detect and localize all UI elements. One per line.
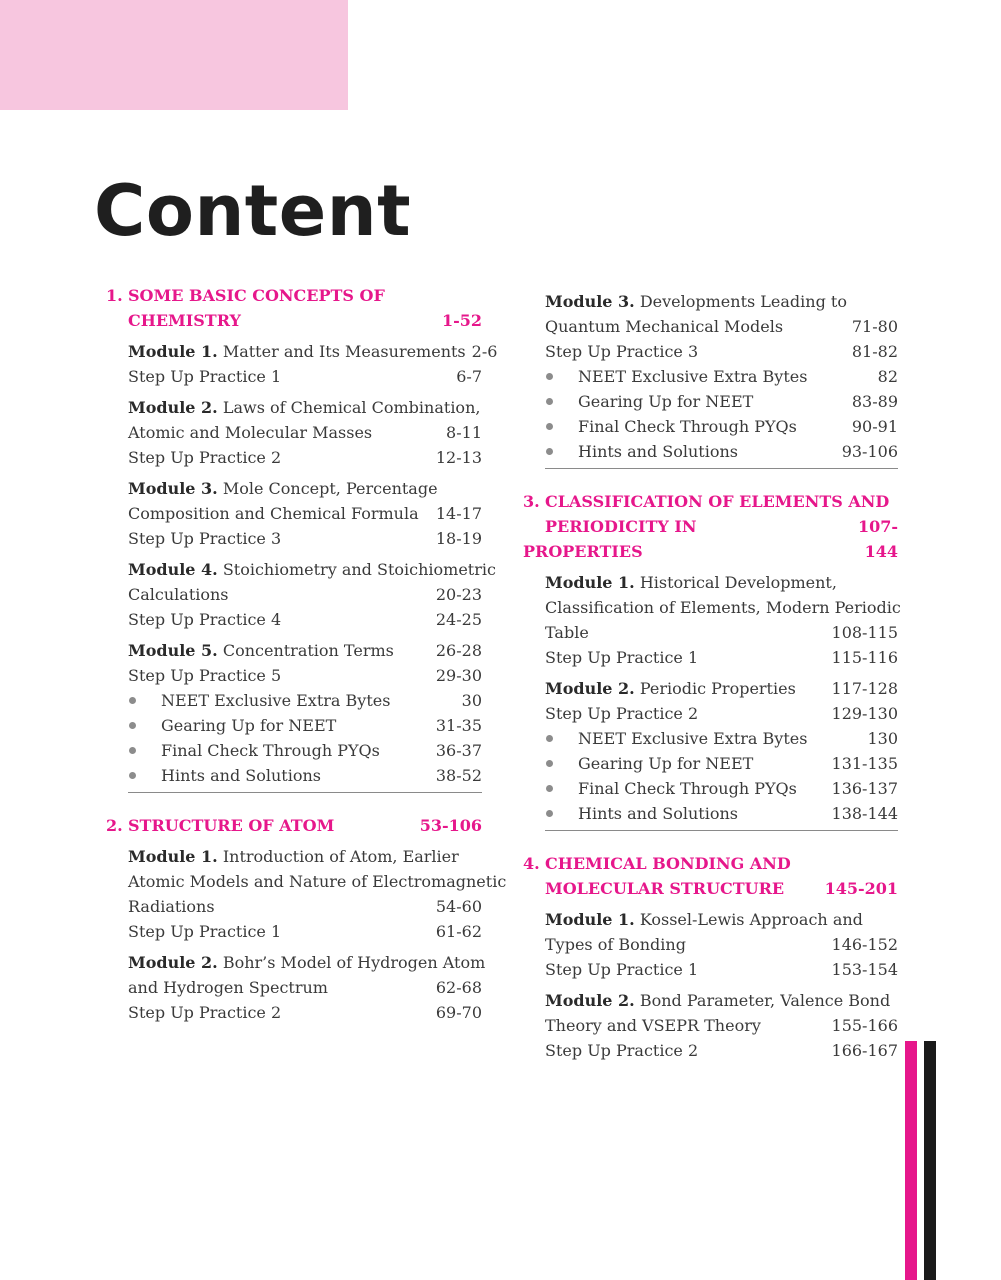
module-line: [128, 445, 482, 470]
toc-column-right: [523, 283, 901, 1083]
page-range: [485, 950, 491, 975]
page-range: [476, 844, 482, 869]
module-line: [128, 582, 482, 607]
module-line: [545, 907, 898, 932]
page-range: 153-154: [831, 960, 898, 979]
page-range: 131-135: [831, 754, 898, 773]
module-line: [545, 595, 901, 620]
module-entry[interactable]: [545, 676, 898, 726]
extras-item[interactable]: [128, 763, 482, 788]
module-text: Bond Parameter, Valence Bond: [639, 991, 891, 1010]
module-line-text: [128, 395, 480, 420]
page-range: 90-91: [851, 417, 898, 436]
chapter-number: 2.: [106, 816, 123, 835]
extras-item-text: NEET Exclusive Extra Bytes: [578, 729, 808, 748]
page-range: 138-144: [831, 804, 898, 823]
module-label: Module 5.: [128, 641, 218, 660]
chapter-pages: 107-144: [857, 517, 898, 561]
chapter-title-line: [106, 813, 482, 838]
chapter-divider: [545, 830, 898, 831]
module-line: [128, 894, 482, 919]
extras-item-label: [545, 389, 753, 414]
module-text: Step Up Practice 3: [128, 529, 282, 548]
module-entry[interactable]: [128, 557, 496, 632]
extras-item[interactable]: [545, 776, 898, 801]
chapter-title-line: [523, 514, 898, 564]
page-range: 117-128: [831, 679, 898, 698]
extras-item-label: [128, 738, 380, 763]
module-text: Introduction of Atom, Earlier: [222, 847, 459, 866]
module-line-text: [128, 582, 229, 607]
module-line: [545, 314, 898, 339]
page-range: [892, 570, 898, 595]
module-text: Matter and Its Measurements: [222, 342, 466, 361]
module-label: Module 1.: [128, 342, 218, 361]
extras-item-text: Gearing Up for NEET: [578, 754, 754, 773]
module-line: [128, 919, 482, 944]
page-range: 115-116: [831, 648, 898, 667]
page-range: 2-6: [471, 342, 498, 361]
module-text: Step Up Practice 4: [128, 610, 282, 629]
module-label: Module 1.: [545, 573, 635, 592]
module-text: Step Up Practice 2: [545, 1041, 699, 1060]
module-text: Step Up Practice 1: [128, 367, 282, 386]
page-range: 30: [461, 691, 482, 710]
module-text: Historical Development,: [639, 573, 837, 592]
extras-list: [545, 726, 898, 831]
module-line: [128, 339, 498, 364]
page-range: 26-28: [435, 641, 482, 660]
toc-chapter: [523, 851, 898, 1063]
module-line-text: [128, 950, 485, 975]
toc-chapter: [106, 283, 498, 793]
module-line-text: [545, 932, 686, 957]
module-line-text: [545, 701, 698, 726]
module-text: Radiations: [128, 897, 215, 916]
page-range: 20-23: [435, 585, 482, 604]
module-text: Developments Leading to: [639, 292, 847, 311]
chapter-title: CLASSIFICATION OF ELEMENTS AND: [545, 492, 890, 511]
module-entry[interactable]: [545, 907, 898, 982]
extras-item-label: [545, 776, 797, 801]
module-line-text: [128, 339, 466, 364]
module-line: [545, 620, 898, 645]
chapter-divider: [545, 468, 898, 469]
bullet-dot-icon: [129, 772, 136, 779]
module-line: [128, 844, 482, 869]
bullet-dot-icon: [546, 810, 553, 817]
page-range: [901, 595, 907, 620]
page-range: 130: [867, 729, 898, 748]
bullet-dot-icon: [129, 722, 136, 729]
module-text: Stoichiometry and Stoichiometric: [222, 560, 496, 579]
extras-item-text: Final Check Through PYQs: [161, 741, 380, 760]
decorative-bar-dark: [924, 1041, 936, 1280]
module-entry[interactable]: [128, 395, 482, 470]
module-line-text: [545, 314, 783, 339]
toc-chapter: [523, 289, 898, 469]
module-line-text: [545, 1038, 698, 1063]
module-line-text: [545, 570, 837, 595]
module-entry[interactable]: [545, 570, 901, 670]
module-line-text: [128, 364, 281, 389]
module-line: [128, 1000, 482, 1025]
module-text: Mole Concept, Percentage: [222, 479, 438, 498]
chapter-number: 4.: [523, 854, 540, 873]
extras-item-text: Final Check Through PYQs: [578, 779, 797, 798]
module-entry[interactable]: [128, 844, 507, 944]
module-line: [545, 988, 898, 1013]
extras-item-text: Hints and Solutions: [578, 804, 738, 823]
module-line-text: [128, 476, 438, 501]
module-line-text: [545, 957, 698, 982]
chapter-title: SOME BASIC CONCEPTS OF: [128, 286, 385, 305]
page-range: 81-82: [851, 342, 898, 361]
module-label: Module 2.: [128, 953, 218, 972]
chapter-title-text: [523, 851, 791, 876]
module-line: [545, 570, 898, 595]
extras-item-label: [545, 801, 738, 826]
page-range: 31-35: [435, 716, 482, 735]
module-text: Concentration Terms: [222, 641, 394, 660]
extras-item-text: NEET Exclusive Extra Bytes: [578, 367, 808, 386]
module-line-text: [128, 919, 281, 944]
module-line: [128, 420, 482, 445]
chapter-title-text: [523, 514, 819, 564]
module-label: Module 3.: [545, 292, 635, 311]
module-text: Step Up Practice 1: [545, 960, 699, 979]
module-line: [545, 1013, 898, 1038]
module-line: [545, 339, 898, 364]
page-range: 8-11: [446, 423, 482, 442]
chapter-title-line: [523, 489, 898, 514]
bullet-dot-icon: [129, 697, 136, 704]
extras-list: [545, 364, 898, 469]
module-text: Kossel-Lewis Approach and: [639, 910, 863, 929]
extras-item[interactable]: [545, 751, 898, 776]
module-line-text: [128, 501, 419, 526]
bullet-dot-icon: [546, 785, 553, 792]
bullet-dot-icon: [546, 423, 553, 430]
module-line: [545, 289, 898, 314]
module-line-text: [545, 595, 901, 620]
module-text: Classification of Elements, Modern Periodic: [545, 598, 901, 617]
page-range: 36-37: [435, 741, 482, 760]
chapter-entries: [523, 570, 901, 831]
page-range: 82: [877, 367, 898, 386]
chapter-pages: 1-52: [441, 311, 482, 330]
module-line-text: [128, 844, 459, 869]
extras-item-text: Gearing Up for NEET: [578, 392, 754, 411]
module-line-text: [545, 1013, 761, 1038]
module-line: [128, 663, 482, 688]
module-text: Step Up Practice 1: [128, 922, 282, 941]
extras-item[interactable]: [545, 726, 898, 751]
page-range: 146-152: [831, 935, 898, 954]
chapter-title: CHEMICAL BONDING AND: [545, 854, 791, 873]
module-text: Calculations: [128, 585, 229, 604]
module-text: Step Up Practice 2: [128, 1003, 282, 1022]
extras-item-label: [545, 726, 807, 751]
module-line: [128, 975, 482, 1000]
page-range: 12-13: [435, 448, 482, 467]
chapter-number: 1.: [106, 286, 123, 305]
chapter-title-line: [523, 851, 898, 876]
module-label: Module 2.: [128, 398, 218, 417]
module-line-text: [545, 645, 698, 670]
module-text: Step Up Practice 2: [128, 448, 282, 467]
module-line: [128, 364, 482, 389]
chapter-pages: 145-201: [824, 879, 898, 898]
page-range: 83-89: [851, 392, 898, 411]
chapter-title-line: [106, 283, 482, 308]
module-text: Step Up Practice 5: [128, 666, 282, 685]
chapter-number: 3.: [523, 492, 540, 511]
chapter-title-text: [106, 283, 385, 308]
chapter-entries: [106, 844, 507, 1025]
page-range: [892, 988, 898, 1013]
module-line-text: [128, 557, 496, 582]
module-line: [545, 676, 898, 701]
extras-item[interactable]: [545, 414, 898, 439]
module-label: Module 1.: [545, 910, 635, 929]
module-line: [128, 638, 482, 663]
module-label: Module 1.: [128, 847, 218, 866]
extras-item[interactable]: [545, 389, 898, 414]
extras-item-label: [128, 713, 336, 738]
extras-item-label: [128, 763, 321, 788]
extras-item[interactable]: [128, 713, 482, 738]
extras-item-text: Hints and Solutions: [161, 766, 321, 785]
toc-column-left: [106, 283, 507, 1045]
module-entry[interactable]: [128, 638, 482, 688]
chapter-divider: [128, 792, 482, 793]
module-line-text: [128, 420, 372, 445]
extras-item[interactable]: [128, 688, 482, 713]
module-text: Atomic Models and Nature of Electromagnetic: [128, 872, 507, 891]
module-line-text: [128, 869, 506, 894]
module-line: [545, 932, 898, 957]
module-line-text: [128, 526, 281, 551]
module-line: [128, 395, 482, 420]
module-label: Module 3.: [128, 479, 218, 498]
chapter-entries: [106, 339, 498, 793]
extras-list: [128, 688, 482, 793]
bullet-dot-icon: [546, 448, 553, 455]
module-line-text: [128, 975, 328, 1000]
page-range: 166-167: [831, 1041, 898, 1060]
page-range: [496, 557, 502, 582]
bullet-dot-icon: [129, 747, 136, 754]
module-line-text: [128, 663, 281, 688]
chapter-title: CHEMISTRY: [128, 311, 241, 330]
page-range: 29-30: [435, 666, 482, 685]
bullet-dot-icon: [546, 760, 553, 767]
page-range: [476, 476, 482, 501]
extras-item-text: Final Check Through PYQs: [578, 417, 797, 436]
page-range: 61-62: [435, 922, 482, 941]
module-line: [128, 526, 482, 551]
page-range: [892, 907, 898, 932]
chapter-heading[interactable]: [106, 813, 482, 838]
module-text: Theory and VSEPR Theory: [545, 1016, 761, 1035]
extras-item-label: [545, 414, 797, 439]
chapter-title: MOLECULAR STRUCTURE: [545, 879, 785, 898]
extras-item-text: NEET Exclusive Extra Bytes: [161, 691, 391, 710]
extras-item-label: [545, 364, 807, 389]
module-line: [545, 701, 898, 726]
page-range: [892, 289, 898, 314]
module-line: [128, 501, 482, 526]
module-text: Table: [545, 623, 589, 642]
module-text: Step Up Practice 1: [545, 648, 699, 667]
page-range: 155-166: [831, 1016, 898, 1035]
page-range: 54-60: [435, 897, 482, 916]
chapter-title: PERIODICITY IN PROPERTIES: [523, 517, 697, 561]
module-line-text: [128, 607, 281, 632]
module-entry[interactable]: [128, 476, 482, 551]
module-label: Module 4.: [128, 560, 218, 579]
module-text: Laws of Chemical Combination,: [222, 398, 481, 417]
module-entry[interactable]: [545, 289, 898, 364]
bullet-dot-icon: [546, 398, 553, 405]
extras-item-text: Hints and Solutions: [578, 442, 738, 461]
page-range: 6-7: [456, 367, 482, 386]
page-range: 108-115: [831, 623, 898, 642]
module-line-text: [545, 339, 698, 364]
chapter-title-line: [523, 876, 898, 901]
page-range: 93-106: [841, 442, 898, 461]
chapter-title: STRUCTURE OF ATOM: [128, 816, 335, 835]
module-text: Bohr’s Model of Hydrogen Atom: [222, 953, 486, 972]
module-text: Composition and Chemical Formula: [128, 504, 419, 523]
module-line: [128, 950, 486, 975]
extras-item[interactable]: [128, 738, 482, 763]
module-line: [545, 1038, 898, 1063]
page-range: 136-137: [831, 779, 898, 798]
extras-item[interactable]: [545, 801, 898, 826]
module-line: [545, 957, 898, 982]
module-line-text: [128, 445, 281, 470]
chapter-title-text: [523, 876, 784, 901]
extras-item[interactable]: [545, 364, 898, 389]
module-line-text: [128, 894, 215, 919]
chapter-heading[interactable]: [523, 489, 898, 564]
module-line-text: [545, 988, 890, 1013]
module-text: Step Up Practice 3: [545, 342, 699, 361]
decorative-bar-pink: [905, 1041, 917, 1280]
extras-item-label: [128, 688, 390, 713]
page-range: [480, 395, 486, 420]
module-line: [128, 557, 496, 582]
module-text: Atomic and Molecular Masses: [128, 423, 373, 442]
bullet-dot-icon: [546, 735, 553, 742]
module-line: [128, 476, 482, 501]
page-range: 14-17: [435, 504, 482, 523]
module-line-text: [545, 676, 796, 701]
extras-item-text: Gearing Up for NEET: [161, 716, 337, 735]
extras-item-label: [545, 439, 738, 464]
page-range: 69-70: [435, 1003, 482, 1022]
chapter-entries: [523, 907, 898, 1063]
page-range: [506, 869, 512, 894]
chapter-title-line: [106, 308, 482, 333]
module-text: Periodic Properties: [639, 679, 796, 698]
chapter-title-text: [106, 813, 334, 838]
module-entry[interactable]: [128, 339, 498, 389]
chapter-entries: [523, 289, 898, 469]
module-label: Module 2.: [545, 679, 635, 698]
module-text: Quantum Mechanical Models: [545, 317, 784, 336]
module-line: [128, 607, 482, 632]
chapter-heading[interactable]: [523, 851, 898, 901]
extras-item-label: [545, 751, 753, 776]
page-range: 62-68: [435, 978, 482, 997]
module-line-text: [545, 620, 589, 645]
chapter-pages: 53-106: [419, 816, 482, 835]
module-line-text: [545, 907, 863, 932]
page-title: Content: [94, 170, 412, 252]
page-range: 18-19: [435, 529, 482, 548]
bullet-dot-icon: [546, 373, 553, 380]
toc-chapter: [106, 813, 507, 1025]
toc-chapter: [523, 489, 901, 831]
module-line-text: [545, 289, 847, 314]
module-line: [128, 869, 507, 894]
module-entry[interactable]: [128, 950, 486, 1025]
header-color-block: [0, 0, 348, 110]
chapter-title-text: [106, 308, 241, 333]
chapter-heading[interactable]: [106, 283, 482, 333]
module-text: and Hydrogen Spectrum: [128, 978, 328, 997]
chapter-title-text: [523, 489, 889, 514]
module-text: Step Up Practice 2: [545, 704, 699, 723]
module-line-text: [128, 1000, 281, 1025]
module-label: Module 2.: [545, 991, 635, 1010]
module-text: Types of Bonding: [545, 935, 686, 954]
module-line: [545, 645, 898, 670]
extras-item[interactable]: [545, 439, 898, 464]
module-line-text: [128, 638, 394, 663]
page-range: 71-80: [851, 317, 898, 336]
page-range: 24-25: [435, 610, 482, 629]
page-range: 129-130: [831, 704, 898, 723]
page-range: 38-52: [435, 766, 482, 785]
module-entry[interactable]: [545, 988, 898, 1063]
